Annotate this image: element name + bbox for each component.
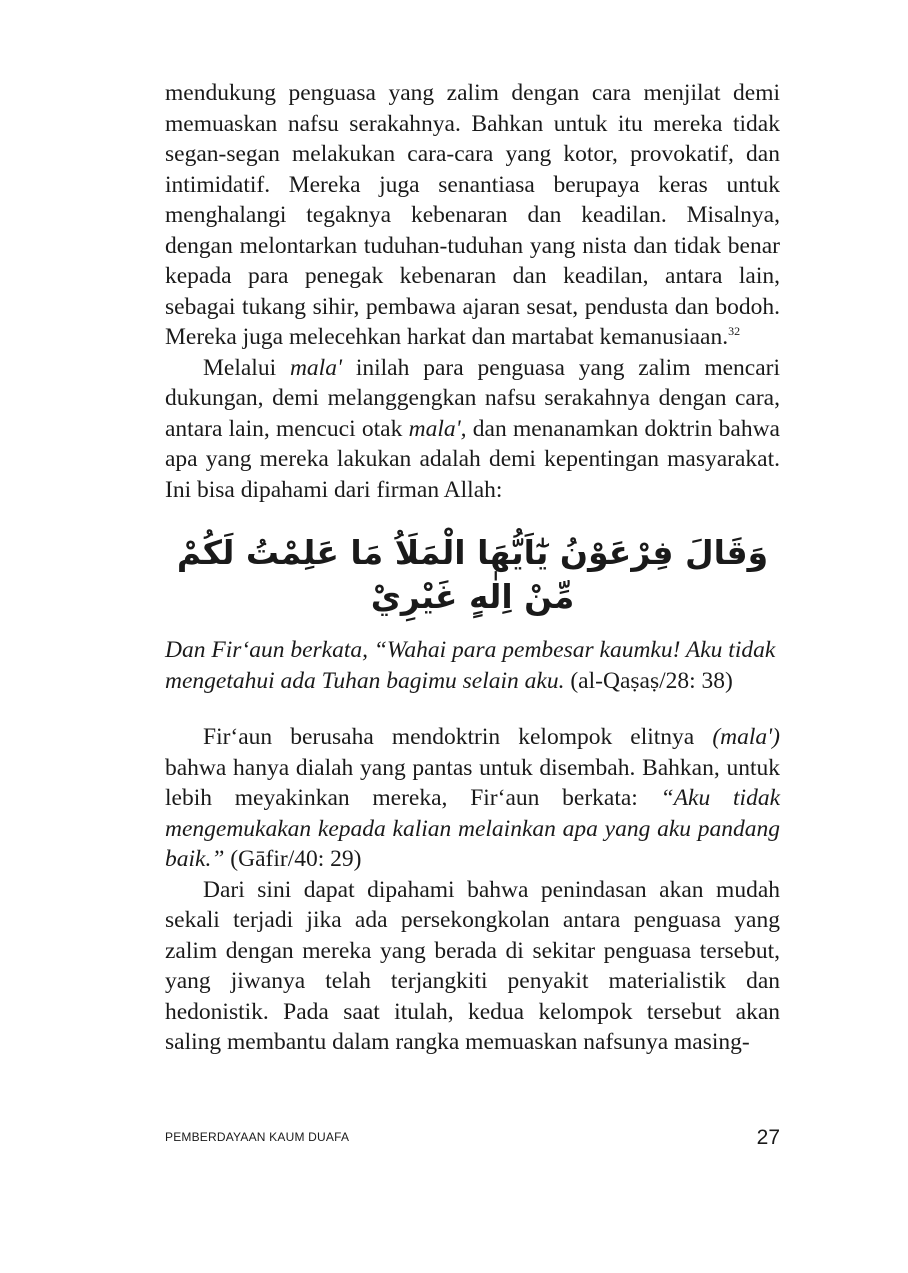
translation-text: Dan Fir‘aun berkata, “Wahai para pembesar kaumku! Aku tidak mengetahui ada Tuhan bagimu selain aku. — [165, 637, 776, 694]
page-number: 27 — [756, 1126, 780, 1149]
paragraph-3-text-b: bahwa hanya dialah yang pantas untuk disembah. Bahkan, untuk lebih meyakinkan mereka, Fir‘aun berkata: — [165, 754, 780, 811]
verse-translation — [165, 635, 780, 696]
paragraph-2 — [165, 353, 780, 506]
term-mala: mala' — [289, 354, 342, 381]
arabic-verse: وَقَالَ فِرْعَوْنُ يٰٓاَيُّهَا الْمَلَاُ مَا عَلِمْتُ لَكُمْ مِّنْ اِلٰهٍ غَيْرِيْ — [176, 533, 769, 616]
footer-book-title: PEMBERDAYAAN KAUM DUAFA — [165, 1130, 350, 1144]
paragraph-1-text: mendukung penguasa yang zalim dengan cara menjilat demi memuaskan nafsu serakahnya. Bahkan untuk itu mereka tidak segan-segan melakukan cara-cara yang kotor, provokatif, dan intimidatif. Mereka juga senantiasa berupaya keras untuk menghalangi tegaknya kebenaran dan keadilan. Misalnya, dengan melontarkan tuduhan-tuduhan yang nista dan tidak benar kepada para penegak kebenaran dan keadilan, antara lain, sebagai tukang sihir, pembawa ajaran sesat, pendusta dan bodoh. Mereka juga melecehkan harkat dan martabat kemanusiaan. — [165, 80, 780, 350]
paragraph-3-text-a: Fir‘aun berusaha mendoktrin kelompok elitnya — [203, 724, 713, 750]
paragraph-2-text-b: inilah para penguasa yang zalim mencari dukungan, demi melanggengkan nafsu serakahnya dengan cara, antara lain, mencuci otak — [165, 354, 781, 442]
paragraph-3 — [165, 722, 780, 875]
paragraph-2-text-a: Melalui — [203, 354, 290, 381]
footnote-ref-32[interactable]: 32 — [728, 324, 741, 339]
quote-citation: (Gāfir/40: 29) — [224, 846, 362, 872]
verse-citation: (al-Qaṣaṣ/28: 38) — [564, 667, 733, 694]
quote-text: “Aku tidak mengemukakan kepada kalian melainkan apa yang aku pandang baik.” — [165, 785, 780, 872]
paragraph-1 — [165, 78, 780, 353]
page-body — [165, 78, 780, 1058]
paragraph-4-text: Dari sini dapat dipahami bahwa penindasan akan mudah sekali terjadi jika ada persekongkolan antara penguasa yang zalim dengan mereka yang berada di sekitar penguasa tersebut, yang jiwanya telah terjangkiti penyakit materialistik dan hedonistik. Pada saat itulah, kedua kelompok tersebut akan saling membantu dalam rangka memuaskan nafsunya masing- — [165, 876, 780, 1055]
term-mala: (mala') — [712, 724, 780, 750]
paragraph-4 — [165, 875, 780, 1058]
paragraph-2-text-c: dan menanamkan doktrin bahwa apa yang mereka lakukan adalah demi kepentingan masyarakat. Ini bisa dipahami dari firman Allah: — [165, 415, 780, 503]
term-mala: mala', — [408, 415, 467, 442]
